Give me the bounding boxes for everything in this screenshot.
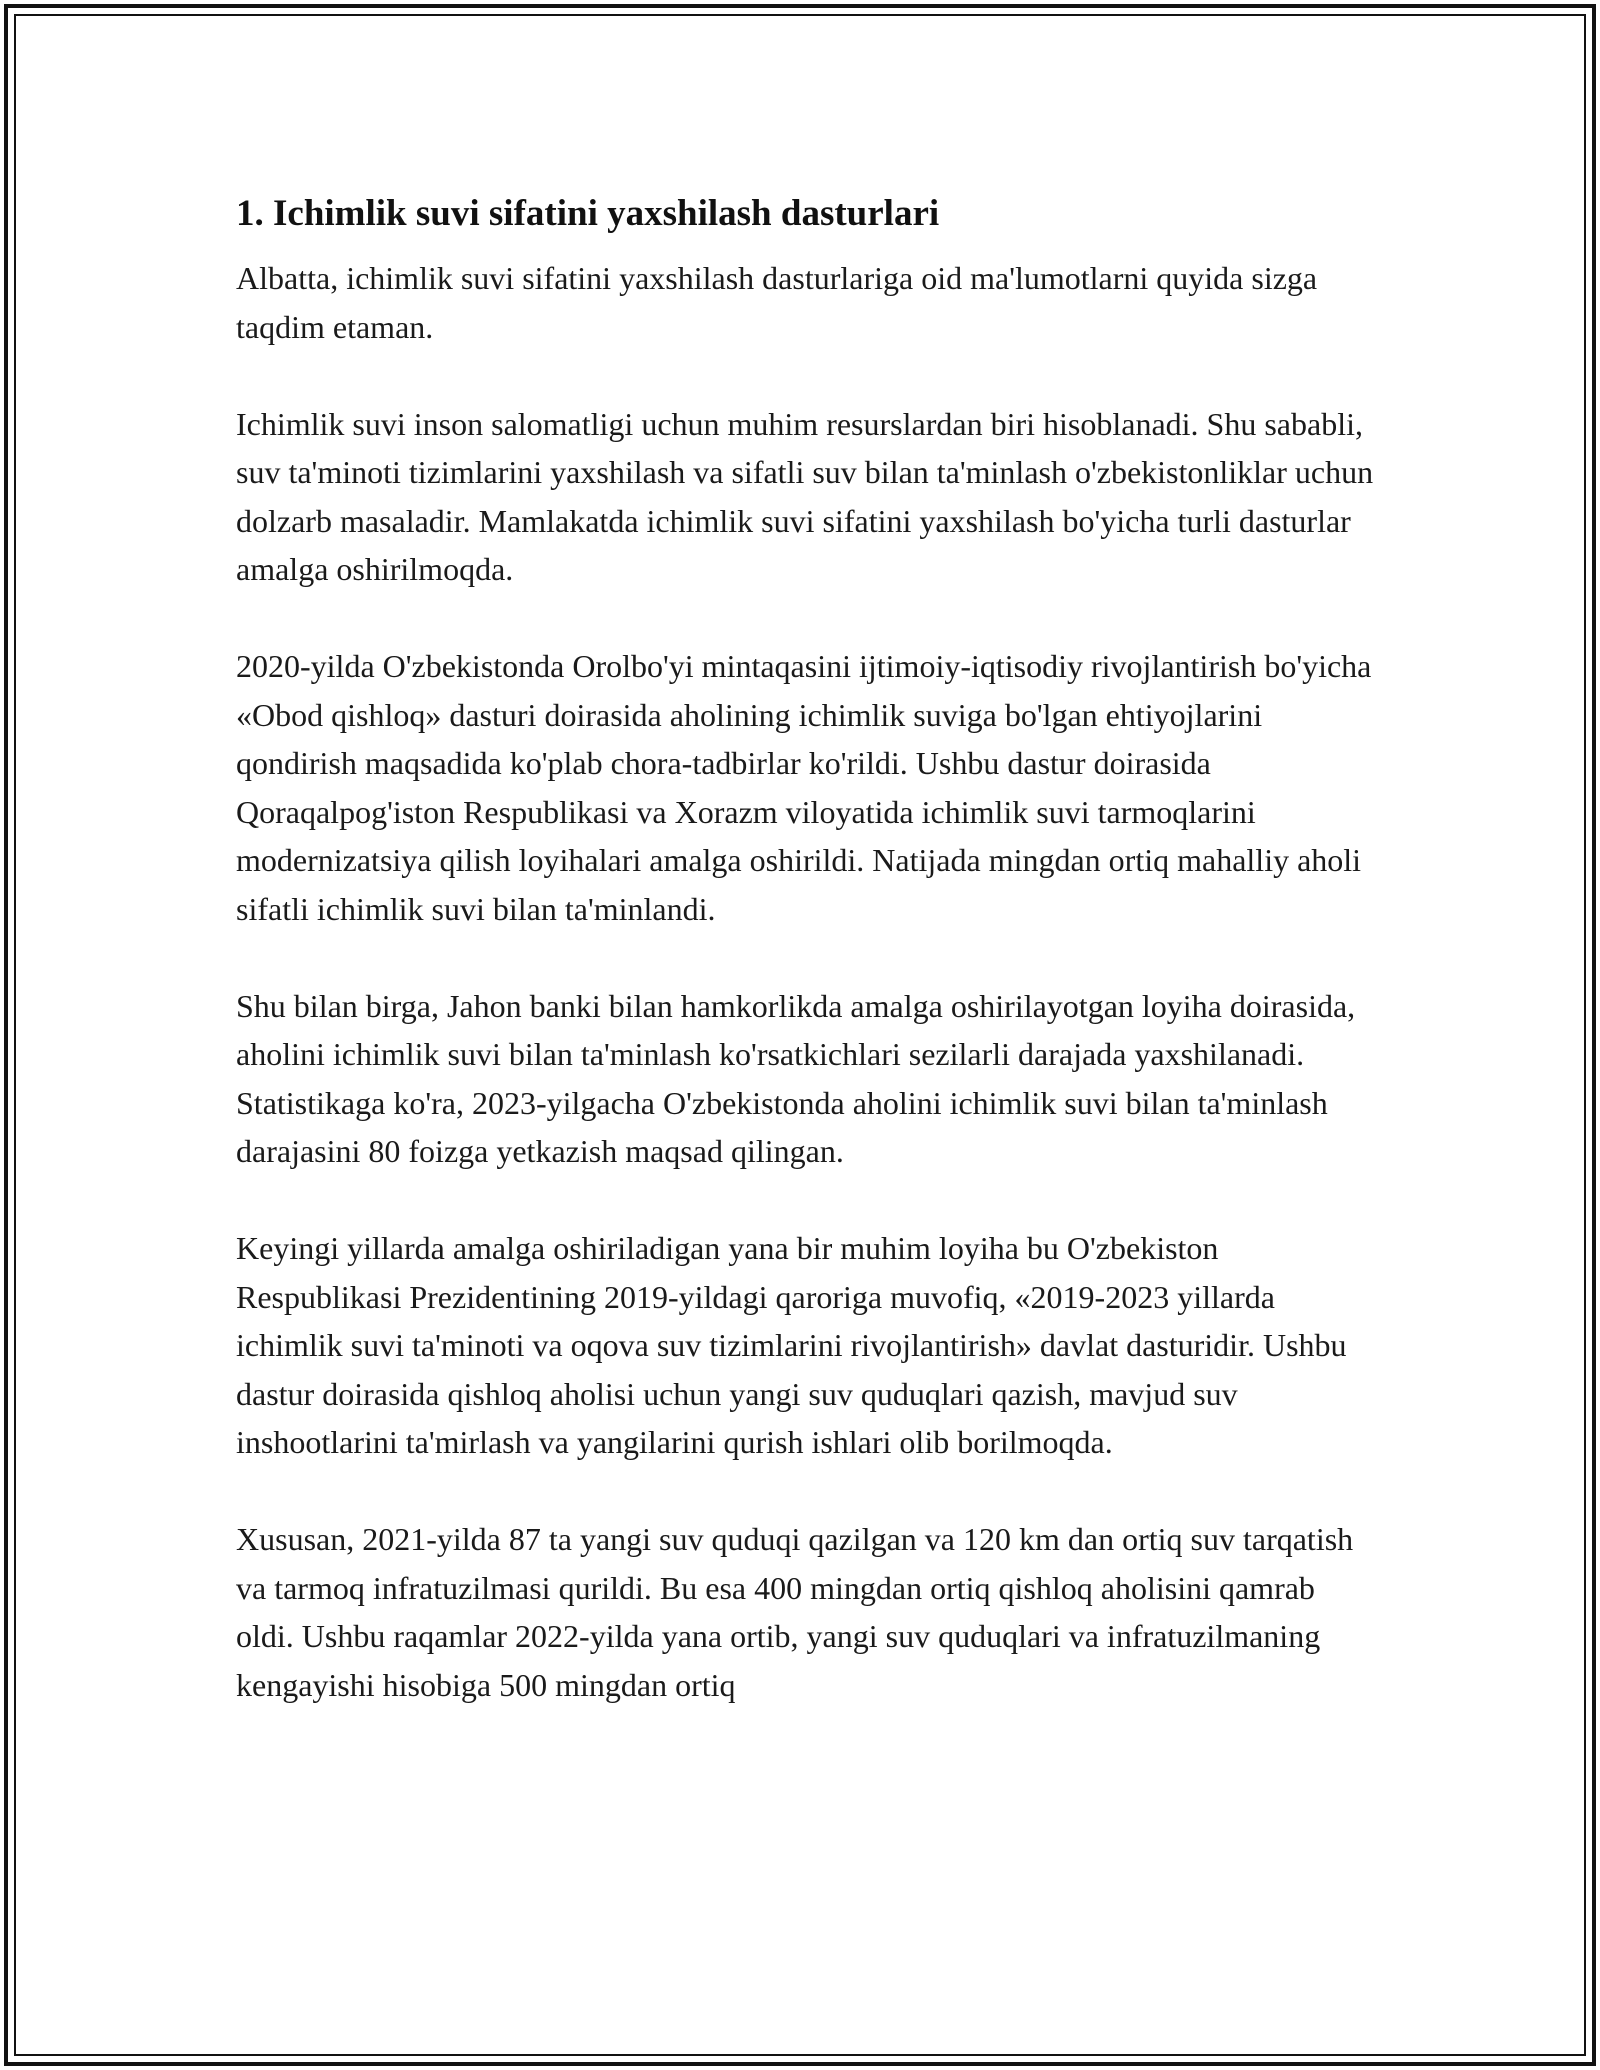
paragraph-importance: Ichimlik suvi inson salomatligi uchun muhim resurslardan biri hisoblanadi. Shu sababli, suv ta'minoti tizimlarini yaxshilash va sifatli suv bilan ta'minlash o'zbekistonliklar uchun dolzarb masaladir. Mamlakatda ichimlik suvi sifatini yaxshilash bo'yicha turli dasturlar amalga oshirilmoqda. (236, 405, 1374, 587)
paragraph-intro: Albatta, ichimlik suvi sifatini yaxshilash dasturlariga oid ma'lumotlarni quyida sizga taqdim etaman. (236, 260, 1318, 345)
paragraph-statistics: Xususan, 2021-yilda 87 ta yangi suv quduqi qazilgan va 120 km dan ortiq suv tarqatish va tarmoq infratuzilmasi qurildi. Bu esa 400 mingdan ortiq qishloq aholisini qamrab oldi. Ushbu raqamlar 2022-yilda yana ortib, yangi suv quduqlari va infratuzilmaning kengayishi hisobiga 500 mingdan ortiq (236, 1521, 1354, 1703)
paragraph-world-bank: Shu bilan birga, Jahon banki bilan hamkorlikda amalga oshirilayotgan loyiha doirasida, aholini ichimlik suvi bilan ta'minlash ko'rsatkichlari sezilarli darajada yaxshilanadi. Statistikaga ko'ra, 2023-yilgacha O'zbekistonda aholini ichimlik suvi bilan ta'minlash darajasini 80 foizga yetkazish maqsad qilingan. (236, 987, 1356, 1169)
paragraph-obod-qishloq: 2020-yilda O'zbekistonda Orolbo'yi mintaqasini ijtimoiy-iqtisodiy rivojlantirish bo'yicha «Obod qishloq» dasturi doirasida aholining ichimlik suviga bo'lgan ehtiyojlarini qondirish maqsadida ko'plab chora-tadbirlar ko'rildi. Ushbu dastur doirasida Qoraqalpog'iston Respublikasi va Xorazm viloyatida ichimlik suvi tarmoqlarini modernizatsiya qilish loyihalari amalga oshirildi. Natijada mingdan ortiq mahalliy aholi sifatli ichimlik suvi bilan ta'minlandi. (236, 648, 1372, 927)
document-body (236, 186, 1376, 1758)
section-heading: 1. Ichimlik suvi sifatini yaxshilash dasturlari (236, 193, 940, 234)
paragraph-state-program: Keyingi yillarda amalga oshiriladigan yana bir muhim loyiha bu O'zbekiston Respublikasi Prezidentining 2019-yildagi qaroriga muvofiq, «2019-2023 yillarda ichimlik suvi ta'minoti va oqova suv tizimlarini rivojlantirish» davlat dasturidir. Ushbu dastur doirasida qishloq aholisi uchun yangi suv quduqlari qazish, mavjud suv inshootlarini ta'mirlash va yangilarini qurish ishlari olib borilmoqda. (236, 1230, 1347, 1460)
